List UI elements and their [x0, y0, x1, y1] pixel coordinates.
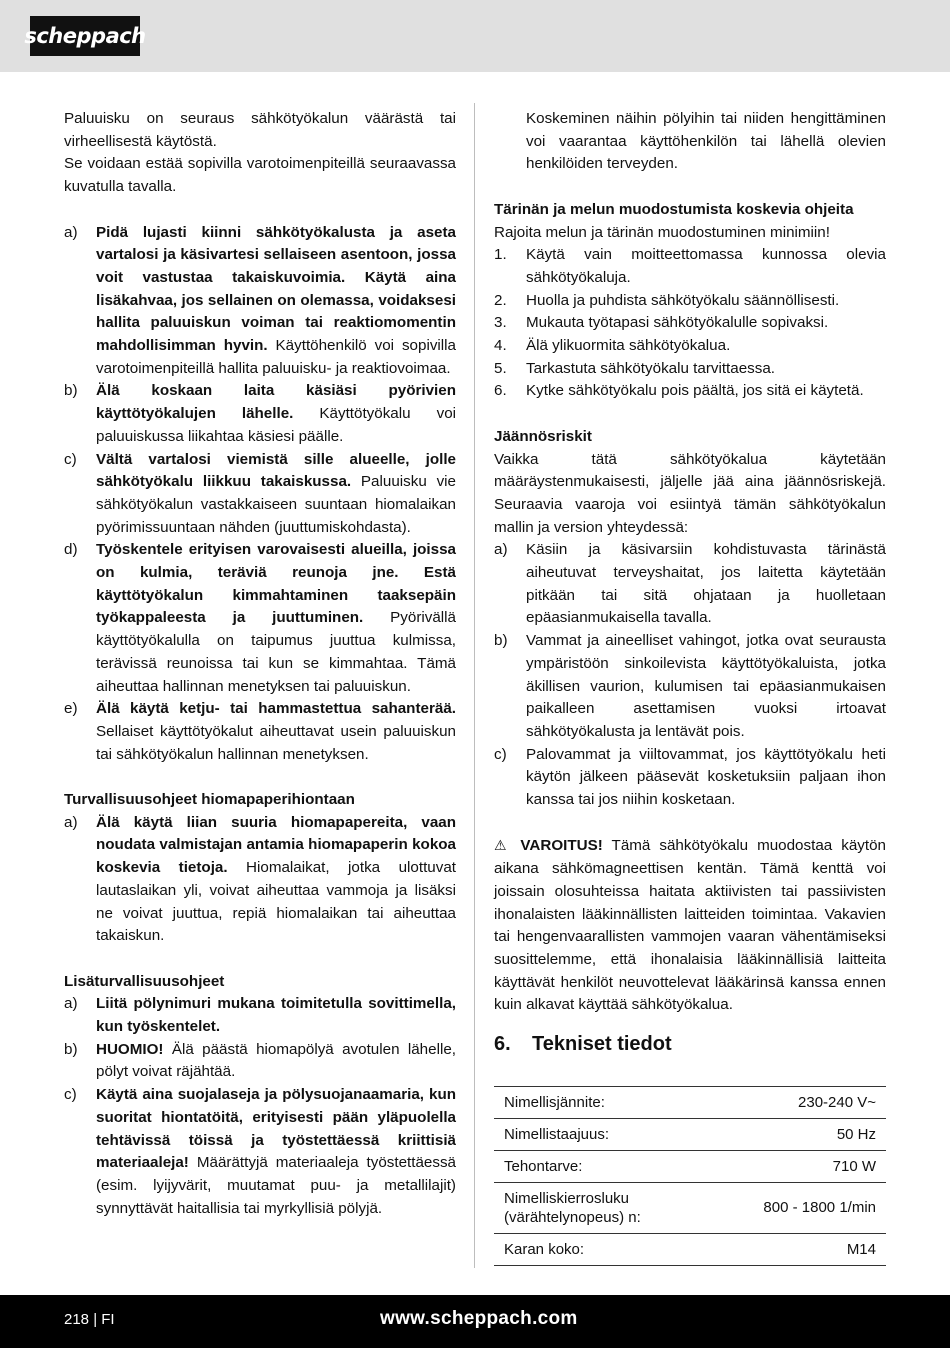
- numbered-item-4: [494, 335, 886, 358]
- table-row: [494, 1086, 886, 1118]
- item-label: 5.: [494, 359, 507, 377]
- item-bold-text: Työskentele erityisen varovaisesti alueilla, joissa on kulmia, teräviä reunoja jne. Estä käyttötyökalun kimmahtaminen taaksepäin työkappaleesta ja juuttuminen.: [96, 541, 456, 627]
- left-column: [64, 108, 456, 1220]
- spec-label: Nimelliskierrosluku (värähtelynopeus) n:: [494, 1182, 704, 1233]
- spec-value: 710 W: [704, 1150, 886, 1182]
- item-bold-text: Käytä aina suojalaseja ja pölysuojanaamaria, kun suoritat hiontatöitä, erityisesti pään yläpuolella tehtävissä töissä ja työstettäessä kriittisiä materiaaleja!: [96, 1086, 456, 1172]
- item-text: Käyttötyökalu voi paluuiskussa liikahtaa käsiesi päälle.: [96, 405, 457, 445]
- kickback-item-b: [64, 380, 456, 448]
- additional-safety-heading: Lisäturvallisuusohjeet: [64, 972, 225, 990]
- item-text: Mukauta työtapasi sähkötyökalulle sopivaksi.: [526, 314, 829, 332]
- risk-item-a: [494, 539, 886, 630]
- scheppach-logo: scheppach: [30, 16, 140, 56]
- item-label: 1.: [494, 246, 507, 264]
- intro-paragraph-1: Paluuisku on seuraus sähkötyökalun väärästä tai virheellisestä käytöstä.: [64, 110, 456, 150]
- continued-paragraph: [494, 108, 886, 176]
- kickback-item-c: [64, 449, 456, 540]
- warning-text: Tämä sähkötyökalu muodostaa käytön aikana sähkömagneettisen kentän. Tämä kenttä voi joissain olosuhteissa haitata aktiivisten tai passiivisten ihonalaisten lääkinnällisten laitteiden toimintaa. Vakavien tai hengenvaarallisten vammojen vaaran vähentämiseksi suosittelemme, että ihonalaisia lääkinnällisiä laitteita käyttävät henkilöt neuvottelevat lääkärinsä kanssa ennen kuin alkavat käyttää sähkötyökalua.: [494, 837, 886, 1014]
- item-bold-text: Pidä lujasti kiinni sähkötyökalusta ja aseta vartalosi ja käsivartesi sellaiseen asentoon, jossa voit vastustaa takaiskuvoimia. Käytä aina lisäkahvaa, jos sellainen on olemassa, voidaksesi hallita paluuiskun voiman tai reaktiomomentin mahdollisimman hyvin.: [96, 223, 456, 355]
- item-text: Paluuisku vie sähkötyökalun vastakkaiseen suuntaan hiomalaikan pyörimissuuntaan nähden (juuttumiskohdasta).: [96, 473, 456, 536]
- spec-value: 50 Hz: [704, 1118, 886, 1150]
- kickback-item-e: [64, 698, 456, 766]
- item-text: Määrättyjä materiaaleja työstettäessä (esim. lyijyvärit, muutamat puu- ja metallilajit) synnyttävät haitallisia tai myrkyllisiä pölyjä.: [96, 1154, 456, 1217]
- website-url: www.scheppach.com: [380, 1308, 578, 1329]
- column-divider: [474, 103, 475, 1268]
- section-title-text: Tekniset tiedot: [532, 1033, 672, 1056]
- item-label: c): [64, 1086, 77, 1104]
- risk-item-c: [494, 744, 886, 812]
- kickback-item-d: [64, 539, 456, 698]
- kickback-item-a: [64, 222, 456, 381]
- item-text: Palovammat ja viiltovammat, jos käyttötyökalu heti käytön jälkeen pääsevät kosketuksiin paljaan ihon kanssa tai jos niihin kosketaan.: [526, 745, 886, 809]
- warning-label: VAROITUS!: [520, 837, 603, 855]
- additional-item-b: [64, 1039, 456, 1084]
- additional-item-a: [64, 993, 456, 1038]
- continued-text: Koskeminen näihin pölyihin tai niiden hengittäminen voi vaarantaa käyttöhenkilön tai lähellä olevien henkilöiden terveyden.: [526, 110, 886, 173]
- spec-value: M14: [704, 1233, 886, 1265]
- item-label: c): [494, 745, 507, 763]
- item-bold-text: Älä käytä ketju- tai hammastettua sahanterää.: [96, 700, 456, 718]
- item-text: Kytke sähkötyökalu pois päältä, jos sitä ei käytetä.: [526, 382, 864, 400]
- item-text: Älä ylikuormita sähkötyökalua.: [526, 337, 731, 355]
- item-label: b): [494, 632, 508, 650]
- intro-paragraph-2: Se voidaan estää sopivilla varotoimenpiteillä seuraavassa kuvatulla tavalla.: [64, 155, 456, 196]
- numbered-item-3: [494, 312, 886, 335]
- risk-item-b: [494, 630, 886, 744]
- item-text: Vammat ja aineelliset vahingot, jotka ovat seurausta ympäristöön sinkoilevista käyttötyökaluista, jotka äkillisen vaurion, kulumisen tai epäasianmukaisen paikalleen asettamisen vuoksi irtoavat sähkötyökalusta ja lentävät pois.: [526, 632, 886, 740]
- vibration-intro: Rajoita melun ja tärinän muodostuminen minimiin!: [494, 223, 830, 241]
- item-text: Käsiin ja käsivarsiin kohdistuvasta tärinästä aiheutuvat terveyshaitat, jos laitetta käytetään pitkään tai sitä ohjataan ja huolletaan epäasianmukaisella tavalla.: [526, 541, 886, 627]
- spec-label: Nimellistaajuus:: [494, 1118, 704, 1150]
- numbered-item-6: [494, 380, 886, 403]
- section-title: [494, 1033, 886, 1056]
- item-label: 4.: [494, 337, 507, 355]
- item-label: a): [64, 813, 78, 831]
- spec-value: 800 - 1800 1/min: [704, 1182, 886, 1233]
- warning-triangle-icon: ⚠: [494, 837, 512, 854]
- right-column: [494, 108, 886, 1266]
- item-text: Käytä vain moitteettomassa kunnossa olevia sähkötyökaluja.: [526, 246, 886, 286]
- item-bold-text: Älä käytä liian suuria hiomapapereita, vaan noudata valmistajan antamia hiomapaperin kokoa koskevia tietoja.: [96, 813, 456, 877]
- item-text: Pyörivällä käyttötyökalulla on taipumus juuttua kulmissa, terävissä reunoissa tai kun se kimmahtaa. Tämä aiheuttaa hallinnan menetyksen tai paluuiskun.: [96, 609, 456, 695]
- vibration-noise-heading: Tärinän ja melun muodostumista koskevia ohjeita: [494, 200, 854, 218]
- item-label: e): [64, 700, 78, 718]
- item-label: 6.: [494, 382, 507, 400]
- spec-label: Tehontarve:: [494, 1150, 704, 1182]
- spec-label: Karan koko:: [494, 1233, 704, 1265]
- item-label: a): [64, 995, 78, 1013]
- item-text: Sellaiset käyttötyökalut aiheuttavat usein paluuiskun tai sähkötyökalun hallinnan menetyksen.: [96, 722, 456, 763]
- item-label: b): [64, 382, 78, 400]
- spec-label: Nimellisjännite:: [494, 1086, 704, 1118]
- item-label: a): [64, 223, 78, 241]
- item-label: 3.: [494, 314, 507, 332]
- residual-risks-heading: Jäännösriskit: [494, 427, 592, 445]
- item-label: a): [494, 541, 508, 559]
- table-row: [494, 1182, 886, 1233]
- sanding-item-a: [64, 812, 456, 948]
- numbered-item-5: [494, 358, 886, 381]
- warning-paragraph: [494, 834, 886, 1017]
- item-label: 2.: [494, 291, 507, 309]
- item-bold-text: Älä koskaan laita käsiäsi pyörivien käyttötyökalujen lähelle.: [96, 382, 456, 423]
- numbered-item-2: [494, 290, 886, 313]
- additional-item-c: [64, 1084, 456, 1220]
- item-bold-text: HUOMIO!: [96, 1040, 164, 1058]
- item-text: Käyttöhenkilö voi sopivilla varotoimenpiteillä hallita paluuisku- ja reaktiovoimaa.: [96, 337, 456, 377]
- item-text: Huolla ja puhdista sähkötyökalu säännöllisesti.: [526, 291, 840, 309]
- table-row: [494, 1233, 886, 1265]
- item-label: d): [64, 541, 78, 559]
- numbered-item-1: [494, 244, 886, 289]
- specs-table: [494, 1086, 886, 1266]
- residual-risks-paragraph: Vaikka tätä sähkötyökalua käytetään määräystenmukaisesti, jäljelle jää aina jäännösriskejä. Seuraavia vaaroja voi esiintyä tämän sähkötyökalun mallin ja version yhteydessä:: [494, 450, 886, 536]
- item-label: c): [64, 450, 77, 468]
- table-row: [494, 1150, 886, 1182]
- section-number: 6.: [494, 1033, 511, 1056]
- item-bold-text: Vältä vartalosi viemistä sille alueelle, jolle sähkötyökalu liikkuu takaiskussa.: [96, 450, 456, 491]
- item-text: Älä päästä hiomapölyä avotulen lähelle, pölyt voivat räjähtää.: [96, 1040, 456, 1081]
- sanding-safety-heading: Turvallisuusohjeet hiomapaperihiontaan: [64, 791, 355, 809]
- spec-value: 230-240 V~: [704, 1086, 886, 1118]
- item-text: Tarkastuta sähkötyökalu tarvittaessa.: [526, 359, 776, 377]
- table-row: [494, 1118, 886, 1150]
- item-label: b): [64, 1040, 78, 1058]
- page-number: 218 | FI: [64, 1311, 115, 1328]
- item-bold-text: Liitä pölynimuri mukana toimitetulla sovittimella, kun työskentelet.: [96, 995, 456, 1036]
- page-footer: [0, 1295, 950, 1348]
- item-text: Hiomalaikat, jotka ulottuvat lautaslaikan yli, voivat aiheuttaa vammoja ja lisäksi ne voivat juuttua, repiä hiomalaikan tai aiheuttaa takaiskun.: [96, 859, 456, 945]
- page-header: [0, 0, 950, 72]
